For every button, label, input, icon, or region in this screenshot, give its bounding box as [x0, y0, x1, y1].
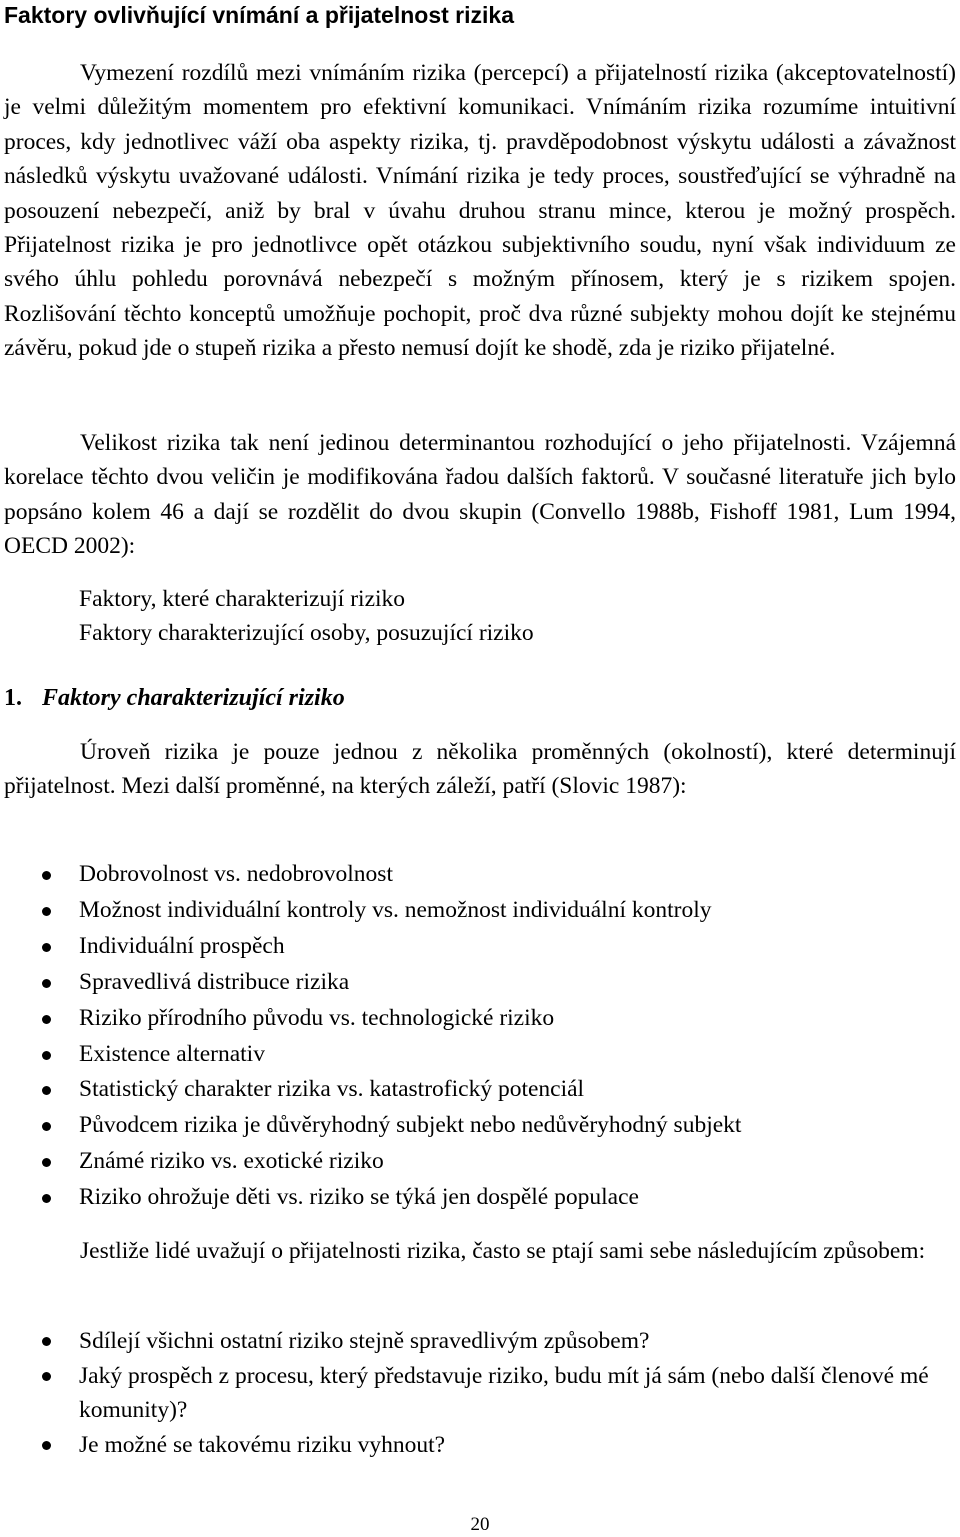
bullet-icon [42, 943, 51, 952]
section-paragraph: Úroveň rizika je pouze jednou z několika proměnných (okolností), které determinují přijatelnost. Mezi další proměnné, na kterých záleží, patří (Slovic 1987): [4, 739, 956, 800]
section-heading [4, 681, 345, 715]
list-item: Spravedlivá distribuce rizika [0, 965, 960, 1001]
page-title: Faktory ovlivňující vnímání a přijatelnost rizika [4, 2, 514, 28]
questions-list [0, 1324, 960, 1462]
list-item: Je možné se takovému riziku vyhnout? [0, 1428, 960, 1463]
bullet-icon [42, 907, 51, 916]
section-title: Faktory charakterizující riziko [42, 685, 345, 711]
second-paragraph: Velikost rizika tak není jedinou determinantou rozhodující o jeho přijatelnosti. Vzájemná korelace těchto dvou veličin je modifikována řadou dalších faktorů. V současné literatuře jich bylo popsáno kolem 46 a dají se rozdělit do dvou skupin (Convello 1988b, Fishoff 1981, Lum 1994, OECD 2002): [4, 430, 956, 560]
questions-paragraph: Jestliže lidé uvažují o přijatelnosti rizika, často se ptají sami sebe následujícím způsobem: [80, 1238, 926, 1264]
section-number: 1. [4, 685, 22, 711]
bullet-icon [42, 871, 51, 880]
factor-group-item: Faktory charakterizující osoby, posuzující riziko [79, 620, 534, 646]
factor-group-item: Faktory, které charakterizují riziko [79, 586, 406, 612]
bullet-icon [42, 1372, 51, 1381]
bullet-icon [42, 1122, 51, 1131]
list-item: Známé riziko vs. exotické riziko [0, 1144, 960, 1180]
bullet-icon [42, 1015, 51, 1024]
factor-group-list [79, 582, 534, 650]
page-number: 20 [470, 1514, 490, 1535]
variables-list [0, 857, 960, 1216]
bullet-icon [42, 1194, 51, 1203]
list-item: Individuální prospěch [0, 929, 960, 965]
intro-paragraph: Vymezení rozdílů mezi vnímáním rizika (percepcí) a přijatelností rizika (akceptovatelností) je velmi důležitým momentem pro efektivní komunikaci. Vnímáním rizika rozumíme intuitivní proces, kdy jednotlivec váží oba aspekty rizika, tj. pravděpodobnost výskytu události a závažnost následků výskytu uvažované události. Vnímání rizika je tedy proces, soustřeďující se výhradně na posouzení nebezpečí, aniž by bral v úvahu druhou stranu mince, kterou je možný prospěch. Přijatelnost rizika je pro jednotlivce opět otázkou subjektivního soudu, nyní však individuum ze svého úhlu pohledu porovnává nebezpečí s možným přínosem, který je s rizikem spojen. Rozlišování těchto konceptů umožňuje pochopit, proč dva různé subjekty mohou dojít ke stejnému závěru, pokud jde o stupeň rizika a přesto nemusí dojít ke shodě, zda je riziko přijatelné. [4, 60, 956, 362]
bullet-icon [42, 1086, 51, 1095]
list-item: Jaký prospěch z procesu, který představuje riziko, budu mít já sám (nebo další členové mé komunity)? [0, 1359, 960, 1428]
list-item: Sdílejí všichni ostatní riziko stejně spravedlivým způsobem? [0, 1324, 960, 1359]
list-item: Riziko ohrožuje děti vs. riziko se týká jen dospělé populace [0, 1180, 960, 1216]
list-item: Původcem rizika je důvěryhodný subjekt nebo nedůvěryhodný subjekt [0, 1108, 960, 1144]
list-item: Statistický charakter rizika vs. katastrofický potenciál [0, 1072, 960, 1108]
bullet-icon [42, 1441, 51, 1450]
list-item: Možnost individuální kontroly vs. nemožnost individuální kontroly [0, 893, 960, 929]
bullet-icon [42, 1337, 51, 1346]
list-item: Dobrovolnost vs. nedobrovolnost [0, 857, 960, 893]
list-item: Riziko přírodního původu vs. technologické riziko [0, 1001, 960, 1037]
bullet-icon [42, 1051, 51, 1060]
list-item: Existence alternativ [0, 1037, 960, 1073]
bullet-icon [42, 1158, 51, 1167]
bullet-icon [42, 979, 51, 988]
